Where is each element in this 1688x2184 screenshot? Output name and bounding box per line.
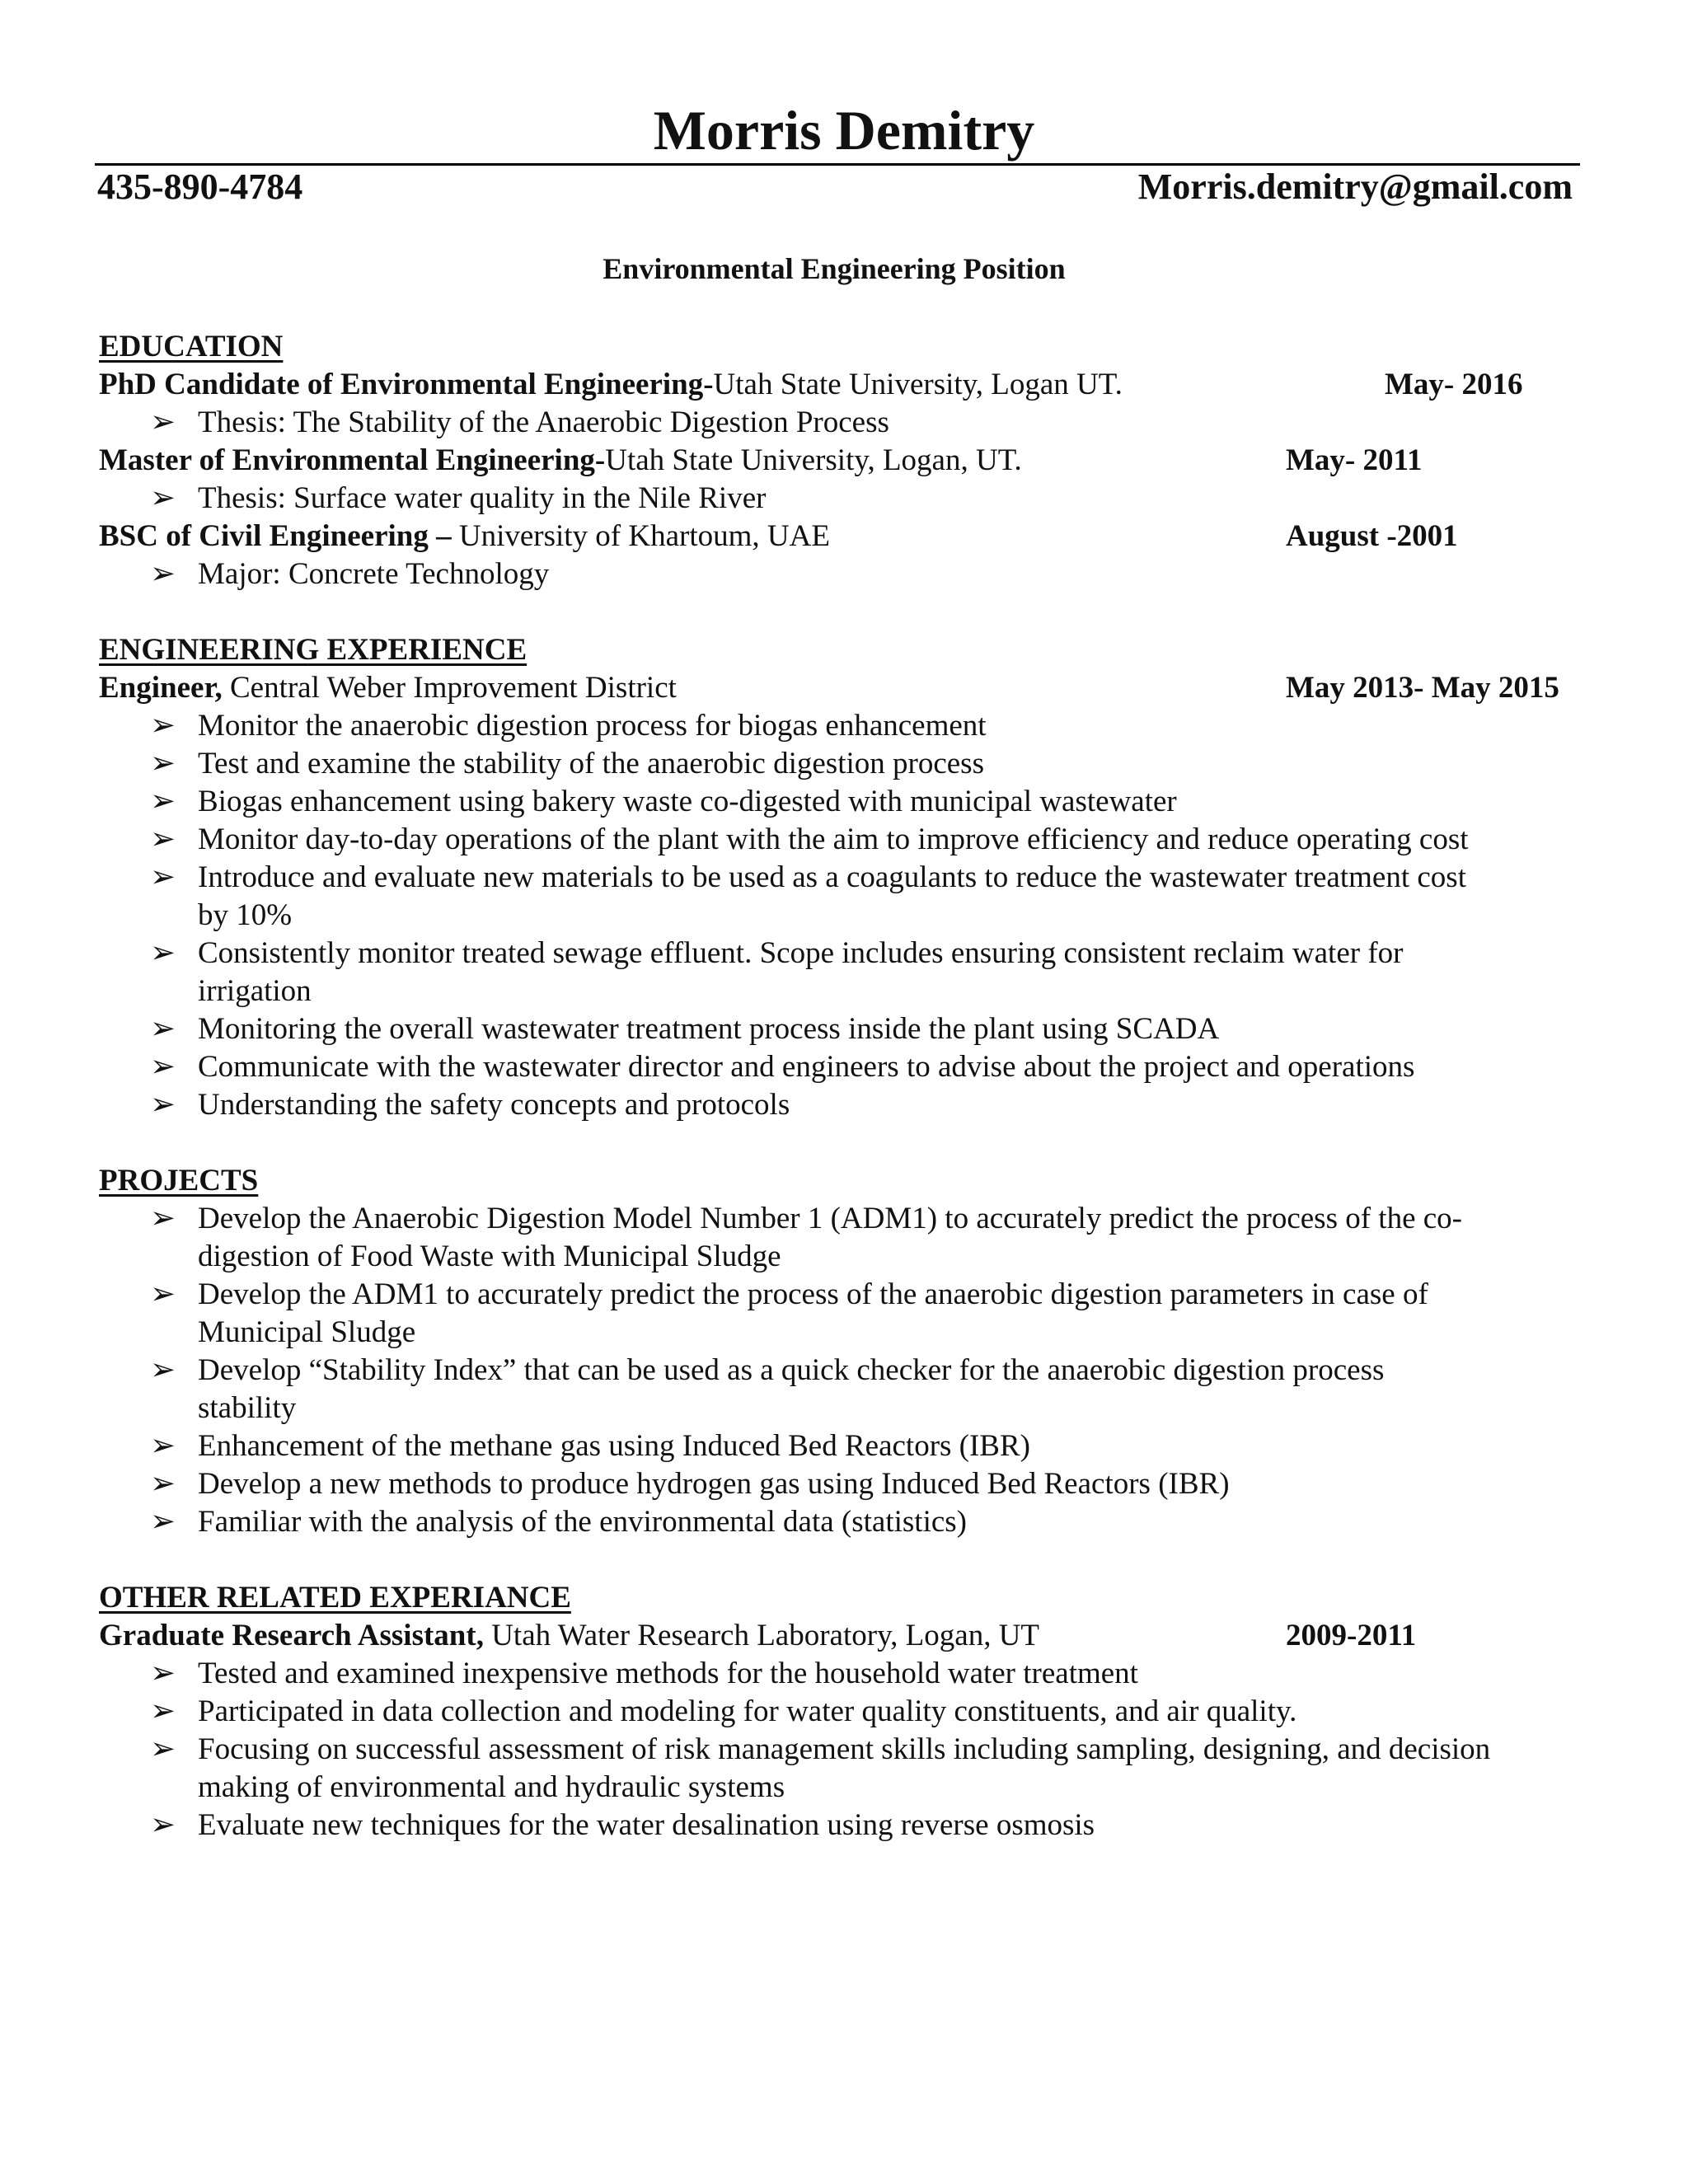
engineering-bullet: Test and examine the stability of the anaerobic digestion process: [198, 747, 984, 780]
school-name: University of Khartoum, UAE: [451, 519, 830, 553]
other-bullet: Evaluate new techniques for the water desalination using reverse osmosis: [198, 1808, 1095, 1842]
employer-name: Utah Water Research Laboratory, Logan, UT: [483, 1619, 1040, 1652]
job-date: May 2013- May 2015: [1286, 671, 1559, 705]
major-line: Major: Concrete Technology: [198, 557, 550, 591]
engineering-bullet: Consistently monitor treated sewage effluent. Scope includes ensuring consistent reclaim water for: [198, 936, 1404, 970]
engineering-bullet: Understanding the safety concepts and protocols: [198, 1088, 790, 1122]
education-heading: EDUCATION: [99, 330, 284, 363]
bullet-arrow-icon: ➢: [150, 936, 176, 970]
other-job-title: [99, 1617, 1039, 1655]
job-role: Graduate Research Assistant,: [99, 1619, 484, 1652]
engineering-bullet: Monitoring the overall wastewater treatment process inside the plant using SCADA: [198, 1012, 1220, 1046]
employer-name: Central Weber Improvement District: [222, 671, 677, 705]
degree-date: May- 2016: [1385, 368, 1523, 401]
job-role: Engineer,: [99, 671, 223, 705]
bullet-arrow-icon: ➢: [150, 1277, 176, 1311]
other-bullet: Tested and examined inexpensive methods for the household water treatment: [198, 1657, 1138, 1690]
bullet-arrow-icon: ➢: [150, 823, 176, 856]
bullet-arrow-icon: ➢: [150, 481, 176, 515]
degree-title: PhD Candidate of Environmental Engineering-: [99, 368, 714, 401]
bullet-arrow-icon: ➢: [150, 405, 176, 439]
engineering-job-title: [99, 669, 677, 707]
bullet-arrow-icon: ➢: [150, 1012, 176, 1046]
bullet-arrow-icon: ➢: [150, 860, 176, 894]
education-entry-phd: [99, 366, 1123, 404]
engineering-bullet: Biogas enhancement using bakery waste co-digested with municipal wastewater: [198, 785, 1177, 818]
degree-date: May- 2011: [1286, 443, 1423, 477]
school-name: Utah State University, Logan, UT.: [605, 443, 1022, 477]
bullet-arrow-icon: ➢: [150, 1050, 176, 1084]
bullet-arrow-icon: ➢: [150, 1657, 176, 1690]
engineering-bullet: Monitor day-to-day operations of the plant with the aim to improve efficiency and reduce operating cost: [198, 823, 1469, 856]
engineering-bullet: Monitor the anaerobic digestion process for biogas enhancement: [198, 709, 987, 743]
other-bullet-continued: making of environmental and hydraulic systems: [198, 1770, 785, 1804]
bullet-arrow-icon: ➢: [150, 1467, 176, 1501]
bullet-arrow-icon: ➢: [150, 1429, 176, 1463]
project-bullet-continued: digestion of Food Waste with Municipal Sludge: [198, 1240, 781, 1273]
degree-title: BSC of Civil Engineering –: [99, 519, 452, 553]
project-bullet: Develop “Stability Index” that can be used as a quick checker for the anaerobic digestion process: [198, 1353, 1385, 1387]
other-bullet: Participated in data collection and modeling for water quality constituents, and air quality.: [198, 1694, 1297, 1728]
bullet-arrow-icon: ➢: [150, 1808, 176, 1842]
engineering-bullet: Introduce and evaluate new materials to be used as a coagulants to reduce the wastewater treatment cost: [198, 860, 1466, 894]
engineering-bullet: Communicate with the wastewater director and engineers to advise about the project and operations: [198, 1050, 1415, 1084]
projects-heading: PROJECTS: [99, 1164, 259, 1197]
project-bullet: Develop the Anaerobic Digestion Model Number 1 (ADM1) to accurately predict the process of the co-: [198, 1202, 1462, 1235]
bullet-arrow-icon: ➢: [150, 747, 176, 780]
bullet-arrow-icon: ➢: [150, 1694, 176, 1728]
objective-title: Environmental Engineering Position: [603, 252, 1066, 285]
other-experience-heading: OTHER RELATED EXPERIANCE: [99, 1581, 571, 1615]
project-bullet: Familiar with the analysis of the environmental data (statistics): [198, 1505, 967, 1539]
project-bullet: Develop a new methods to produce hydrogen gas using Induced Bed Reactors (IBR): [198, 1467, 1230, 1501]
bullet-arrow-icon: ➢: [150, 557, 176, 591]
bullet-arrow-icon: ➢: [150, 1353, 176, 1387]
project-bullet: Develop the ADM1 to accurately predict the process of the anaerobic digestion parameters in case of: [198, 1277, 1428, 1311]
degree-date: August -2001: [1286, 519, 1458, 553]
other-bullet: Focusing on successful assessment of risk management skills including sampling, designing, and decision: [198, 1732, 1491, 1766]
degree-title: Master of Environmental Engineering-: [99, 443, 606, 477]
project-bullet-continued: stability: [198, 1391, 297, 1425]
bullet-arrow-icon: ➢: [150, 785, 176, 818]
bullet-arrow-icon: ➢: [150, 1505, 176, 1539]
job-date: 2009-2011: [1286, 1619, 1417, 1652]
candidate-name: Morris Demitry: [653, 99, 1035, 162]
education-entry-master: [99, 442, 1022, 480]
engineering-heading: ENGINEERING EXPERIENCE: [99, 633, 528, 667]
thesis-line: Thesis: The Stability of the Anaerobic Digestion Process: [198, 405, 889, 439]
engineering-bullet-continued: irrigation: [198, 974, 312, 1008]
school-name: Utah State University, Logan UT.: [713, 368, 1123, 401]
project-bullet-continued: Municipal Sludge: [198, 1315, 416, 1349]
bullet-arrow-icon: ➢: [150, 709, 176, 743]
email-address: Morris.demitry@gmail.com: [1137, 166, 1573, 207]
engineering-bullet-continued: by 10%: [198, 898, 293, 932]
education-entry-bsc: [99, 518, 830, 555]
project-bullet: Enhancement of the methane gas using Induced Bed Reactors (IBR): [198, 1429, 1030, 1463]
bullet-arrow-icon: ➢: [150, 1732, 176, 1766]
phone-number: 435-890-4784: [97, 166, 303, 207]
bullet-arrow-icon: ➢: [150, 1088, 176, 1122]
bullet-arrow-icon: ➢: [150, 1202, 176, 1235]
thesis-line: Thesis: Surface water quality in the Nile River: [198, 481, 767, 515]
